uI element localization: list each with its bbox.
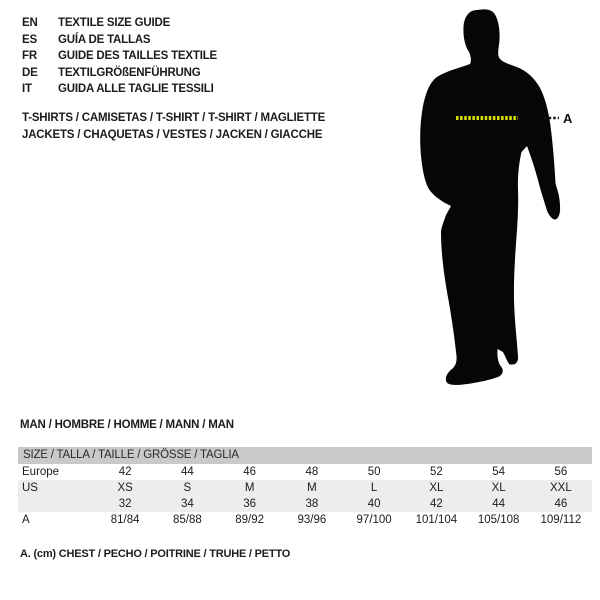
table-cell: XXL [550,482,572,494]
table-row-us [18,480,592,496]
lang-title: TEXTILE SIZE GUIDE [58,17,171,29]
table-cell: 101/104 [415,514,458,526]
lang-code: FR [22,50,37,62]
language-list [22,15,217,98]
table-cell: 42 [118,466,132,478]
table-cell: 89/92 [235,514,265,526]
lang-code: ES [22,33,37,46]
lang-title: GUÍA DE TALLAS [58,33,151,46]
lang-row-fr [22,48,217,65]
table-cell: XL [491,482,506,494]
lang-code: DE [22,66,38,79]
table-cell: L [370,482,378,494]
table-cell: S [183,482,192,494]
man-silhouette-figure [400,0,600,400]
table-cell: 46 [554,498,568,510]
man-silhouette [420,9,560,385]
table-cell: 44 [492,498,506,510]
table-cell: 85/88 [172,514,202,526]
lang-title: GUIDA ALLE TAGLIE TESSILI [58,83,214,95]
garment-categories [22,110,325,144]
table-cell: 81/84 [110,514,140,526]
table-row-us-numeric [18,496,592,512]
table-cell: 56 [554,466,568,478]
row-label: Europe [22,466,60,478]
table-cell: 40 [367,498,381,510]
measurement-footnote: A. (cm) CHEST / PECHO / POITRINE / TRUHE / PETTO [20,548,291,560]
table-cell: M [307,482,317,494]
category-jackets: JACKETS / CHAQUETAS / VESTES / JACKEN / GIACCHE [22,129,323,141]
table-cell: 50 [367,466,381,478]
table-cell: 42 [429,498,443,510]
table-cell: 38 [305,498,319,510]
lang-row-it [22,81,217,98]
table-cell: XS [117,482,133,494]
lang-code: IT [22,83,32,95]
table-cell: 44 [180,466,194,478]
lang-row-es [22,32,217,49]
lang-row-en [22,15,217,32]
row-label [18,496,94,512]
lang-code: EN [22,17,38,29]
size-table-header: SIZE / TALLA / TAILLE / GRÖSSE / TAGLIA [18,447,592,464]
size-table [18,447,592,528]
table-cell: M [244,482,255,494]
table-cell: 54 [492,466,506,478]
table-cell: 97/100 [356,514,392,526]
table-cell: 32 [118,498,132,510]
table-cell: 46 [243,466,257,478]
table-cell: 34 [180,498,194,510]
table-cell: 52 [429,466,443,478]
table-cell: 105/108 [477,514,520,526]
table-cell: XL [429,482,444,494]
table-cell: 36 [243,498,257,510]
row-label: A [22,514,30,526]
table-cell: 109/112 [540,514,582,526]
row-label: US [22,482,38,494]
measure-label-a: A [563,111,573,126]
table-cell: 93/96 [297,514,327,526]
lang-title: GUIDE DES TAILLES TEXTILE [58,50,217,62]
table-cell: 48 [305,466,319,478]
lang-row-de [22,65,217,82]
section-title-man: MAN / HOMBRE / HOMME / MANN / MAN [20,419,234,431]
category-tshirts: T-SHIRTS / CAMISETAS / T-SHIRT / T-SHIRT / MAGLIETTE [22,112,326,124]
table-row-europe [18,464,592,480]
lang-title: TEXTILGRÖßENFÜHRUNG [58,66,201,79]
table-row-chest-a [18,512,592,528]
